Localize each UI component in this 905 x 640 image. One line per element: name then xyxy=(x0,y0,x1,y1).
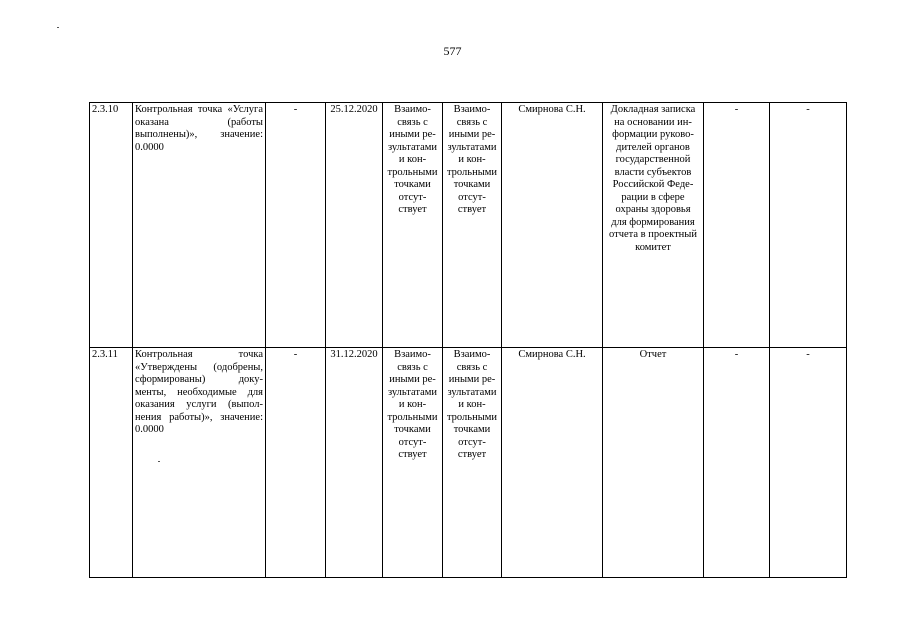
document-type: Докладная записка на основании ин- формации руково- дителей органов государственной власти субъектов Российской Феде- рации в сфере охраны здоровья для формирования отчета в проектный комитет xyxy=(603,103,704,348)
control-point-name: Контрольная точка «Услуга оказана (работы выполнены)», значение: 0.0000 xyxy=(133,103,266,348)
row-number: 2.3.10 xyxy=(90,103,133,348)
control-point-name: Контрольная точка «Утверждены (одобрены, сформированы) доку-менты, необходимые для оказания услуги (выпол-нения работы)», значение: 0.0000 xyxy=(133,348,266,578)
empty-value-cell: - xyxy=(704,103,770,348)
responsible-person: Смирнова С.Н. xyxy=(502,348,603,578)
relation-cell: Взаимо- связь с иными ре- зультатами и кон- трольными точками отсут- ствует xyxy=(443,348,502,578)
relation-cell: Взаимо- связь с иными ре- зультатами и кон- трольными точками отсут- ствует xyxy=(383,103,443,348)
empty-value-cell: - xyxy=(770,348,847,578)
due-date: 25.12.2020 xyxy=(326,103,383,348)
table-row xyxy=(90,348,847,578)
empty-value-cell: - xyxy=(266,348,326,578)
control-points-table xyxy=(89,102,847,578)
relation-cell: Взаимо- связь с иными ре- зультатами и кон- трольными точками отсут- ствует xyxy=(383,348,443,578)
document-type: Отчет xyxy=(603,348,704,578)
empty-value-cell: - xyxy=(704,348,770,578)
due-date: 31.12.2020 xyxy=(326,348,383,578)
scan-speck xyxy=(57,27,59,28)
row-number: 2.3.11 xyxy=(90,348,133,578)
empty-value-cell: - xyxy=(266,103,326,348)
table-row xyxy=(90,103,847,348)
page-number: 577 xyxy=(443,44,462,58)
relation-cell: Взаимо- связь с иными ре- зультатами и кон- трольными точками отсут- ствует xyxy=(443,103,502,348)
responsible-person: Смирнова С.Н. xyxy=(502,103,603,348)
empty-value-cell: - xyxy=(770,103,847,348)
